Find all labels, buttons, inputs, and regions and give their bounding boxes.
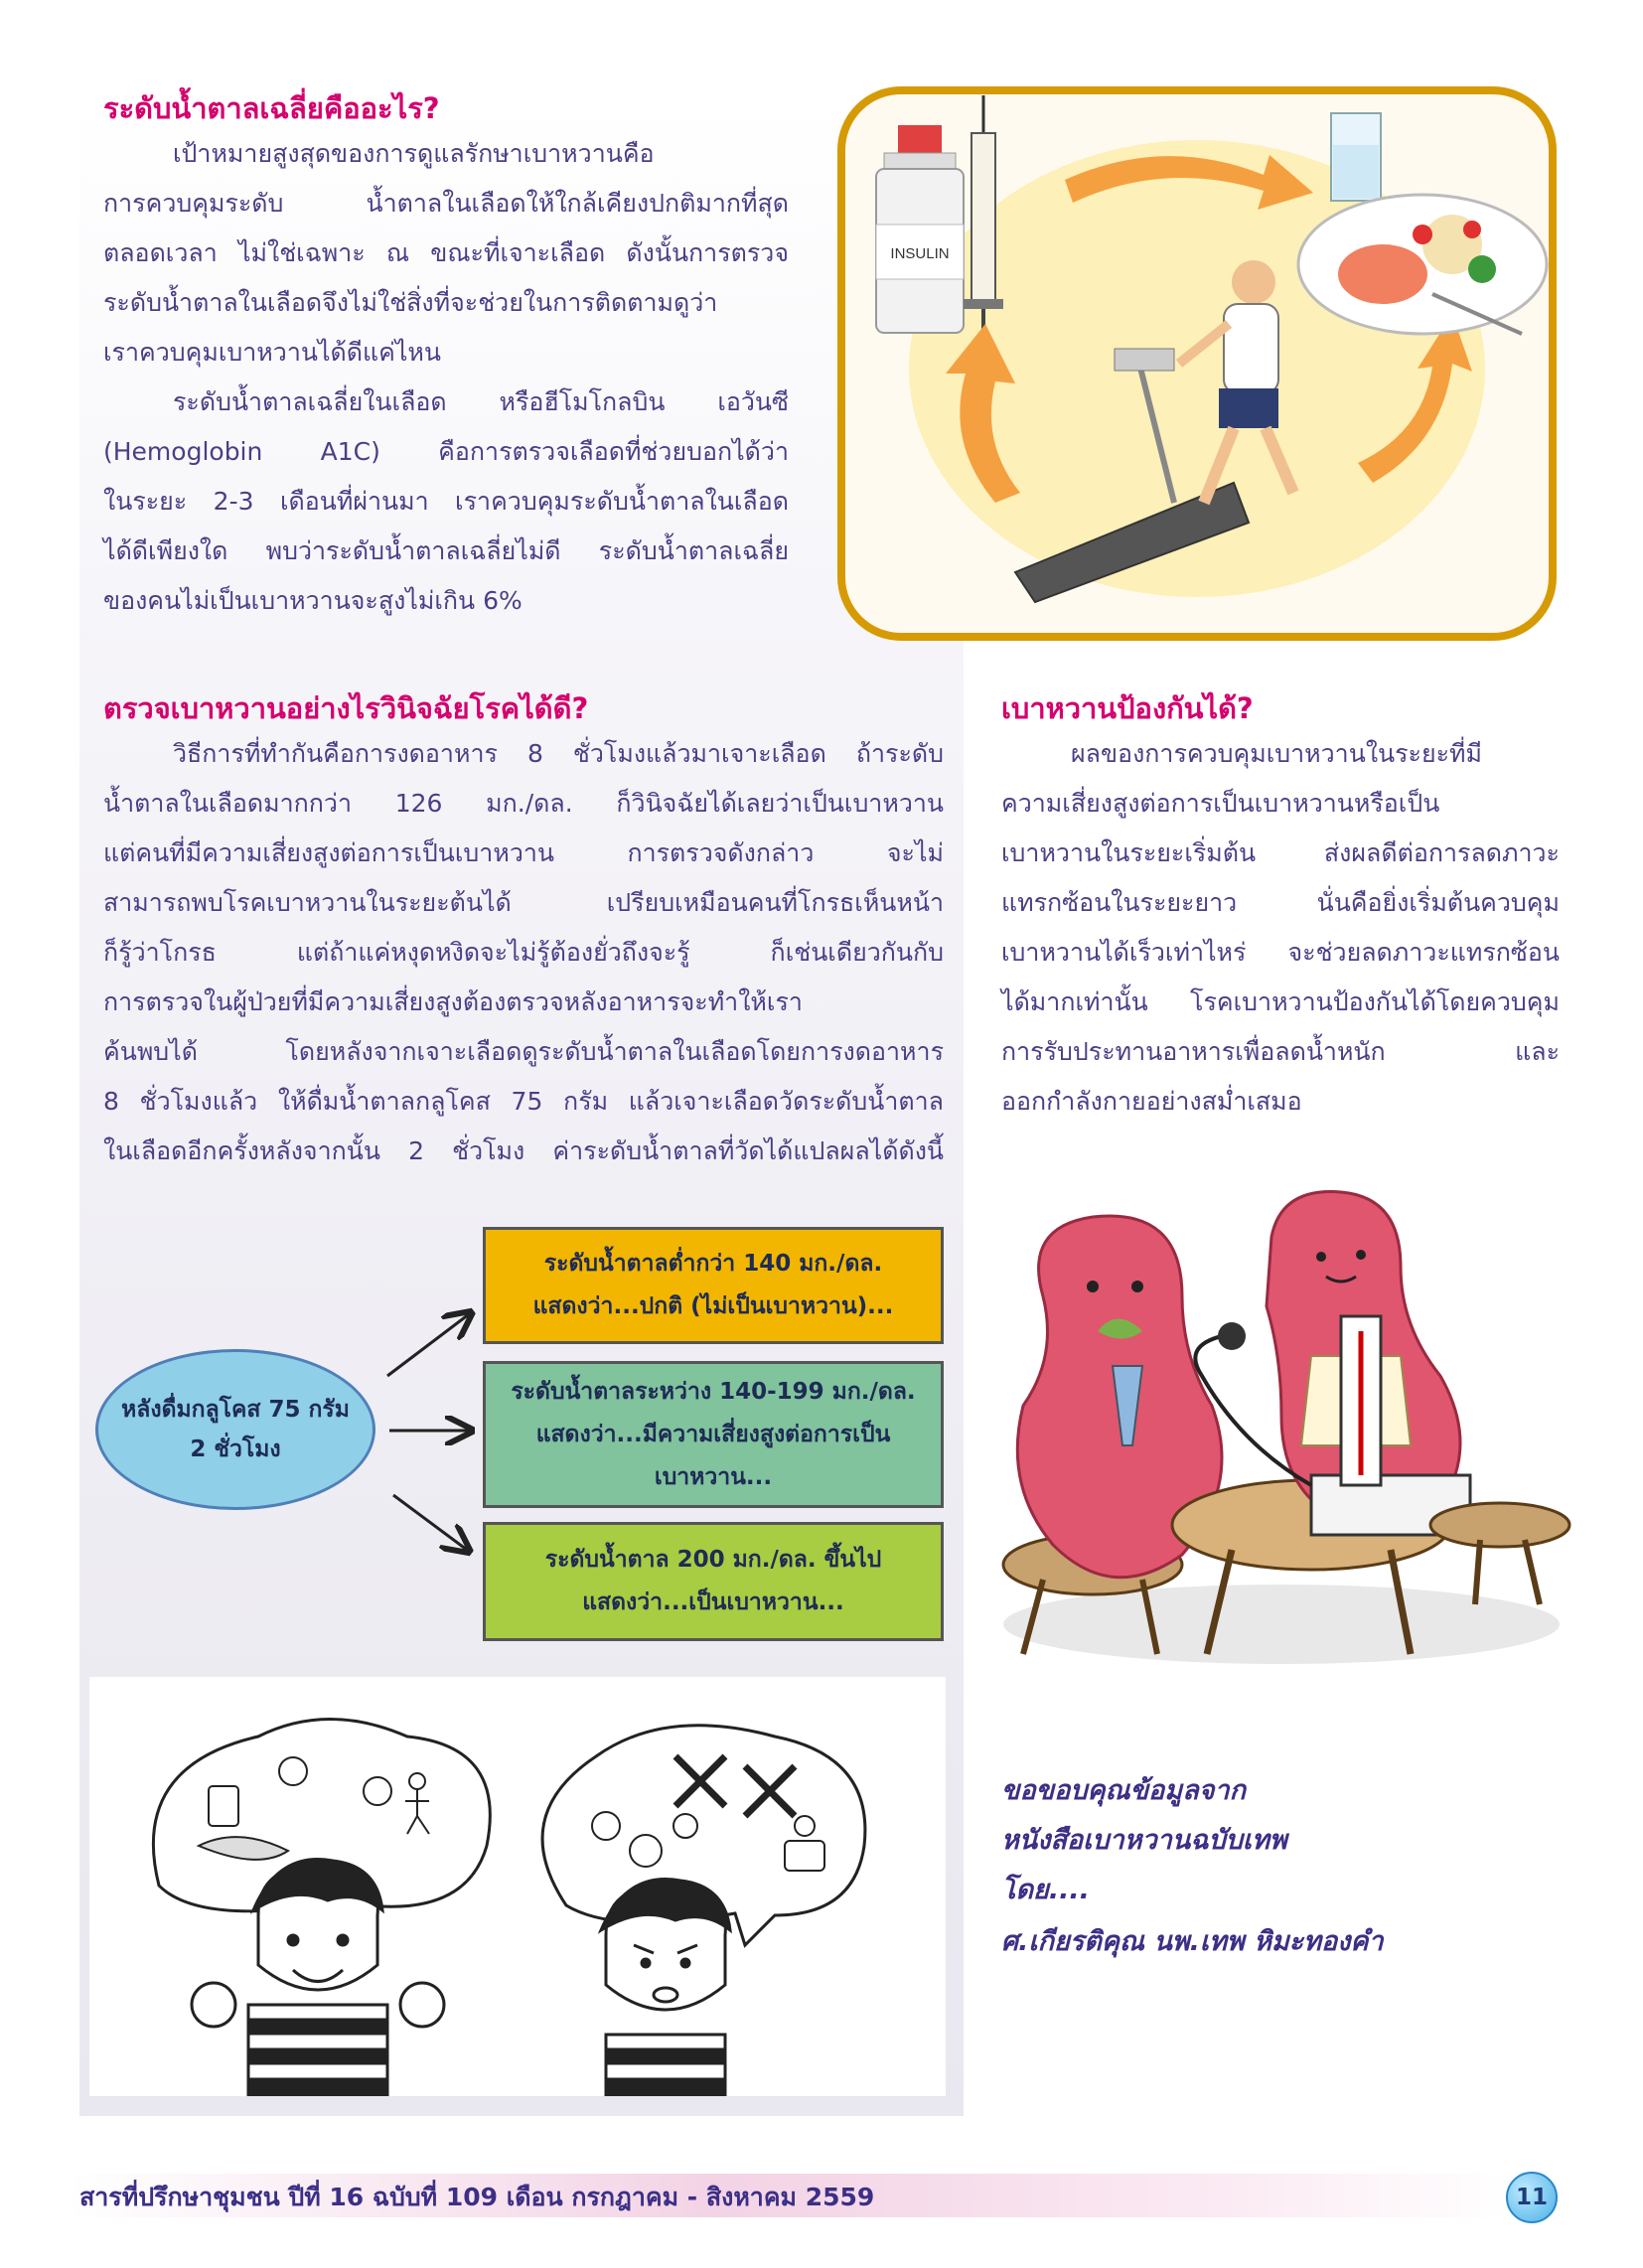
arrow-to-normal-icon <box>387 1314 469 1376</box>
section3-body <box>1001 729 1560 1127</box>
section2-line: สามารถพบโรคเบาหวานในระยะต้นได้ เปรียบเหมือนคนที่โกรธเห็นหน้า <box>103 888 944 917</box>
section1-line: ตลอดเวลา ไม่ใช่เฉพาะ ณ ขณะที่เจาะเลือด ดังนั้นการตรวจ <box>103 238 789 267</box>
bottle-label: INSULIN <box>890 245 950 262</box>
section3-line: เบาหวานในระยะเริ่มต้น ส่งผลดีต่อการลดภาวะ <box>1001 838 1560 867</box>
section1-line: เป้าหมายสูงสุดของการดูแลรักษาเบาหวานคือ <box>173 139 655 168</box>
result-box-normal <box>483 1227 944 1344</box>
credit-line: ขอขอบคุณข้อมูลจาก <box>1001 1775 1246 1806</box>
section3-line: แทรกซ้อนในระยะยาว นั่นคือยิ่งเริ่มต้นควบคุม <box>1001 888 1560 917</box>
credit-line: ศ.เกียรติคุณ นพ.เทพ หิมะทองคำ <box>1001 1926 1384 1957</box>
section1-line: ได้ดีเพียงใด พบว่าระดับน้ำตาลเฉลี่ยไม่ดี ระดับน้ำตาลเฉลี่ย <box>103 536 789 565</box>
result-line: แสดงว่า...มีความเสี่ยงสูงต่อการเป็น <box>535 1421 891 1447</box>
result-line: เบาหวาน... <box>654 1463 773 1490</box>
section1-line: เราควบคุมเบาหวานได้ดีแค่ไหน <box>103 338 441 367</box>
arrow-to-diabetes-icon <box>393 1495 467 1550</box>
result-line: แสดงว่า...เป็นเบาหวาน... <box>582 1589 844 1615</box>
section3-line: ได้มากเท่านั้น โรคเบาหวานป้องกันได้โดยควบคุม <box>1001 987 1560 1016</box>
section1-title: ระดับน้ำตาลเฉลี่ยคืออะไร? <box>103 91 440 125</box>
comic-illustration <box>89 1677 946 2096</box>
stool-right <box>1430 1503 1569 1604</box>
kidney-characters-illustration <box>983 1187 1579 1684</box>
section1-line: ระดับน้ำตาลเฉลี่ยในเลือด หรือฮีโมโกลบิน เอวันซี <box>173 387 789 416</box>
section3-line: เบาหวานได้เร็วเท่าไหร่ จะช่วยลดภาวะแทรกซ้อน <box>1001 938 1560 967</box>
section1-line: (Hemoglobin A1C) คือการตรวจเลือดที่ช่วยบอกได้ว่า <box>103 437 789 466</box>
section2-line: การตรวจในผู้ป่วยที่มีความเสี่ยงสูงต้องตรวจหลังอาหารจะทำให้เรา <box>103 987 803 1016</box>
footer-publication: สารที่ปรึกษาชุมชน ปีที่ 16 ฉบับที่ 109 เดือน กรกฎาคม - สิงหาคม 2559 <box>79 2183 875 2211</box>
section1-line: ของคนไม่เป็นเบาหวานจะสูงไม่เกิน 6% <box>103 586 523 615</box>
section2-line: ในเลือดอีกครั้งหลังจากนั้น 2 ชั่วโมง ค่าระดับน้ำตาลที่วัดได้แปลผลได้ดังนี้ <box>103 1136 944 1165</box>
worried-boy-icon <box>601 1880 730 2096</box>
page-number: 11 <box>1506 2172 1558 2223</box>
section3-line: ผลของการควบคุมเบาหวานในระยะที่มี <box>1071 739 1483 768</box>
section1-line: ระดับน้ำตาลในเลือดจึงไม่ใช่สิ่งที่จะช่วยในการติดตามดูว่า <box>103 288 718 317</box>
flow-arrows <box>377 1282 487 1580</box>
section3-line: การรับประทานอาหารเพื่อลดน้ำหนัก และ <box>1001 1037 1560 1066</box>
result-line: ระดับน้ำตาลต่ำกว่า 140 มก./ดล. <box>543 1251 883 1277</box>
section3-line: ออกกำลังกายอย่างสม่ำเสมอ <box>1001 1087 1302 1116</box>
section2-line: 8 ชั่วโมงแล้ว ให้ดื่มน้ำตาลกลูโคส 75 กรัม แล้วเจาะเลือดวัดระดับน้ำตาล <box>103 1087 944 1116</box>
section2-line: น้ำตาลในเลือดมากกว่า 126 มก./ดล. ก็วินิจฉัยได้เลยว่าเป็นเบาหวาน <box>103 789 944 818</box>
section1-line: ในระยะ 2-3 เดือนที่ผ่านมา เราควบคุมระดับน้ำตาลในเลือด <box>103 487 789 516</box>
credit-line: โดย.... <box>1001 1875 1090 1905</box>
section2-line: แต่คนที่มีความเสี่ยงสูงต่อการเป็นเบาหวาน การตรวจดังกล่าว จะไม่ <box>103 838 944 867</box>
ellipse-line: หลังดื่มกลูโคส 75 กรัม <box>121 1397 350 1423</box>
section3-title: เบาหวานป้องกันได้? <box>1001 691 1254 725</box>
glucose-test-ellipse <box>95 1349 375 1510</box>
credit-line: หนังสือเบาหวานฉบับเทพ <box>1001 1825 1287 1856</box>
section3-line: ความเสี่ยงสูงต่อการเป็นเบาหวานหรือเป็น <box>1001 789 1440 818</box>
diabetes-care-cycle-illustration <box>836 85 1558 642</box>
section1-line: การควบคุมระดับ น้ำตาลในเลือดให้ใกล้เคียงปกติมากที่สุด <box>103 189 789 218</box>
result-line: ระดับน้ำตาลระหว่าง 140-199 มก./ดล. <box>511 1378 916 1405</box>
result-line: แสดงว่า...ปกติ (ไม่เป็นเบาหวาน)... <box>532 1293 894 1319</box>
result-line: ระดับน้ำตาล 200 มก./ดล. ขึ้นไป <box>544 1547 882 1573</box>
result-box-high-risk <box>483 1361 944 1508</box>
ellipse-line: 2 ชั่วโมง <box>190 1436 281 1462</box>
section2-line: ค้นพบได้ โดยหลังจากเจาะเลือดดูระดับน้ำตาลในเลือดโดยการงดอาหาร <box>103 1037 944 1066</box>
section2-line: ก็รู้ว่าโกรธ แต่ถ้าแค่หงุดหงิดจะไม่รู้ต้องยั่วถึงจะรู้ ก็เช่นเดียวกันกับ <box>103 938 944 967</box>
section2-body <box>103 729 944 1176</box>
result-box-diabetes <box>483 1522 944 1641</box>
insulin-bottle-icon <box>876 125 964 333</box>
section2-title: ตรวจเบาหวานอย่างไรวินิจฉัยโรคได้ดี? <box>103 691 589 725</box>
section1-body <box>103 129 789 626</box>
section2-line: วิธีการที่ทำกันคือการงดอาหาร 8 ชั่วโมงแล้วมาเจาะเลือด ถ้าระดับ <box>173 739 944 768</box>
